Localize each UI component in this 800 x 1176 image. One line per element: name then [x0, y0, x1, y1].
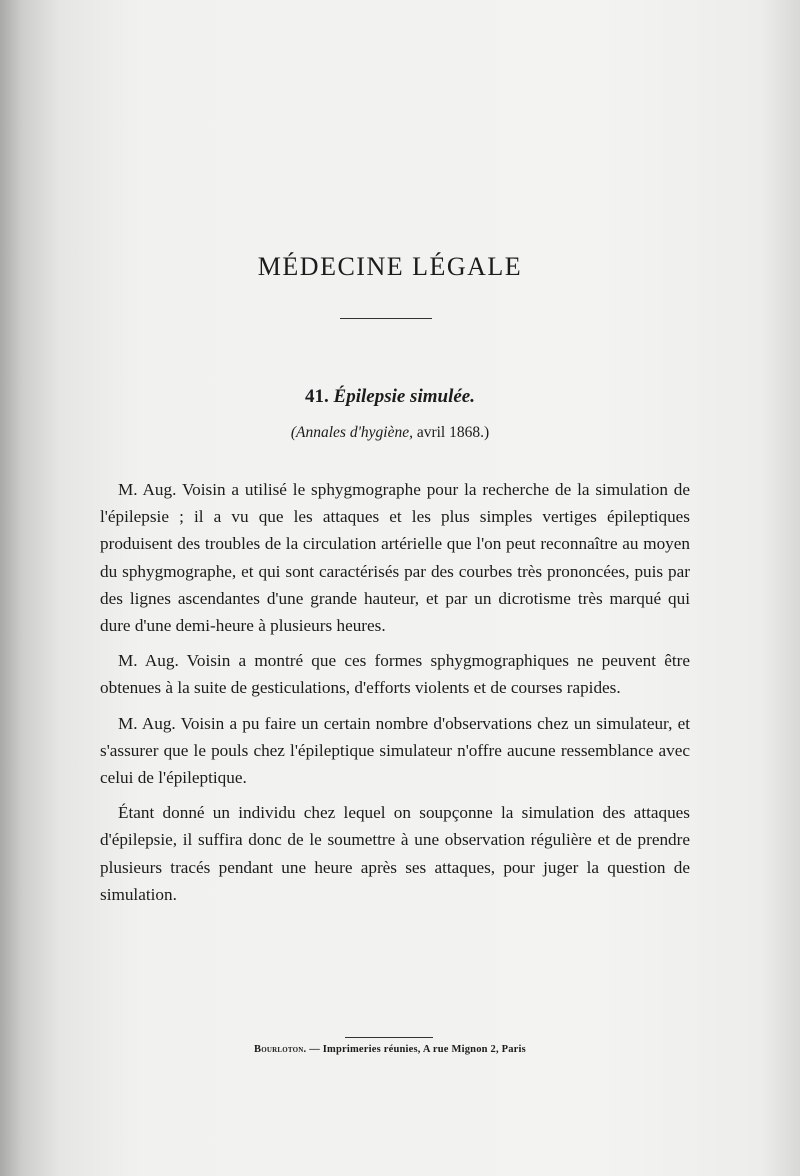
- source-date: avril 1868.): [416, 424, 490, 441]
- paragraph: M. Aug. Voisin a pu faire un certain nombre d'observations chez un simulateur, et s'assurer que le pouls chez l'épileptique simulateur n'offre aucune ressemblance avec celui de l'épileptique.: [100, 713, 690, 788]
- printer-footer: [0, 1044, 780, 1055]
- article-title: [0, 386, 780, 408]
- footer-divider: [345, 1037, 433, 1038]
- section-heading: MÉDECINE LÉGALE: [257, 252, 523, 281]
- source-journal: (Annales d'hygiène,: [290, 424, 413, 441]
- heading-divider: [340, 318, 432, 319]
- printer-name: Bourloton.: [254, 1044, 307, 1055]
- paragraph: M. Aug. Voisin a utilisé le sphygmographe pour la recherche de la simulation de l'épilepsie ; il a vu que les attaques et les plus simples vertiges épileptiques produisent des troubles de la circulation artérielle que l'on peut reconnaître au moyen du sphygmographe, et qui sont caractérisés par des courbes très prononcées, puis par des lignes ascendantes d'une grande hauteur, et par un dicrotisme très marqué qui dure d'une demi-heure à plusieurs heures.: [100, 480, 690, 636]
- article-body: [100, 476, 690, 916]
- paragraph: Étant donné un individu chez lequel on soupçonne la simulation des attaques d'épilepsie, il suffira donc de le soumettre à une observation régulière et de prendre plusieurs tracés pendant une heure après ses attaques, pour juger la question de simulation.: [100, 803, 690, 904]
- printer-imprint: — Imprimeries réunies, A rue Mignon 2, Paris: [309, 1044, 526, 1055]
- article-source: [0, 424, 780, 442]
- paragraph: M. Aug. Voisin a montré que ces formes sphygmographiques ne peuvent être obtenues à la suite de gesticulations, d'efforts violents et de courses rapides.: [100, 651, 690, 698]
- article-number: 41.: [305, 386, 329, 407]
- article-title-text: Épilepsie simulée.: [333, 386, 475, 407]
